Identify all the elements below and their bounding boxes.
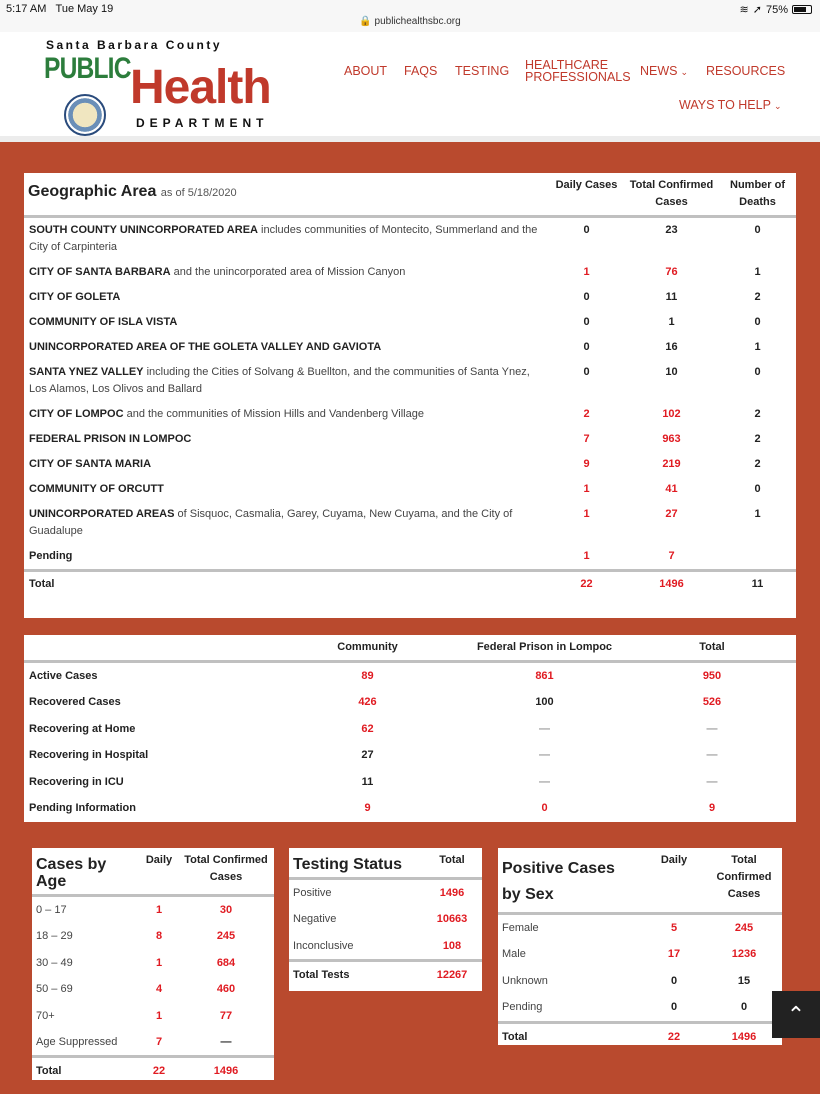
sex-title: Positive Cases by Sex: [502, 860, 615, 903]
value-cell: 9: [583, 458, 590, 470]
value-cell: 1: [754, 266, 761, 278]
value-cell: 22: [549, 571, 624, 598]
value-cell: 1: [583, 508, 590, 520]
col-total: Total: [439, 854, 465, 866]
area-name-cell: [24, 360, 549, 402]
col-total-confirmed: Total Confirmed Cases: [716, 854, 772, 900]
value-cell: 1: [155, 1009, 163, 1022]
value-cell: 0: [754, 224, 761, 236]
table-row: [24, 285, 796, 310]
area-name-cell: [24, 402, 549, 427]
row-label: 18 – 29: [36, 930, 73, 943]
value-cell: 1496: [178, 1057, 274, 1085]
area-description: including the Cities of Solvang & Buellton, and the communities of Santa Ynez, Los Alamos, Los Olivos and Ballard: [29, 366, 530, 395]
geographic-area-card: [24, 173, 796, 618]
col-total-confirmed: Total Confirmed Cases: [184, 854, 268, 883]
nav-news[interactable]: NEWS ⌄: [640, 64, 689, 78]
value-cell: 7: [155, 1036, 163, 1049]
value-cell: 17: [667, 948, 681, 961]
value-cell: [719, 544, 796, 571]
case-outcomes-table: [24, 635, 796, 821]
battery-indicator: ≋ ➚ 75%: [740, 3, 812, 16]
col-deaths: Number of Deaths: [730, 179, 785, 208]
area-name-cell: [24, 427, 549, 452]
nav-ways-to-help[interactable]: WAYS TO HELP ⌄: [679, 98, 782, 112]
row-label: 0 – 17: [36, 904, 67, 916]
value-cell: 2: [754, 408, 761, 420]
value-cell: 460: [216, 983, 236, 996]
total-row: [32, 1057, 274, 1085]
value-cell: 16: [665, 341, 678, 353]
value-cell: 11: [719, 571, 796, 598]
value-cell: 30: [219, 904, 233, 916]
area-name: UNINCORPORATED AREAS: [29, 508, 175, 520]
table-row: [24, 310, 796, 335]
col-total-confirmed: Total Confirmed Cases: [629, 179, 714, 208]
area-name-cell: [24, 310, 549, 335]
table-row: [32, 1003, 274, 1029]
value-cell: 76: [665, 266, 678, 278]
table-row: [498, 914, 782, 942]
table-row: [24, 742, 796, 768]
nav-about[interactable]: ABOUT: [344, 64, 388, 78]
value-cell: 7: [583, 433, 590, 445]
table-row: [24, 402, 796, 427]
value-cell: 1236: [731, 948, 757, 961]
value-cell: 219: [662, 458, 681, 470]
nav-faqs[interactable]: FAQS: [404, 64, 438, 78]
total-row: [498, 1022, 782, 1050]
value-cell: 0: [754, 366, 761, 378]
value-cell: —: [706, 749, 718, 762]
cases-by-age-card: [32, 848, 274, 1080]
table-row: [32, 950, 274, 976]
value-cell: —: [706, 775, 718, 788]
value-cell: 12267: [422, 961, 482, 989]
col-daily-cases: Daily Cases: [555, 179, 618, 191]
area-description: and the unincorporated area of Mission Canyon: [173, 266, 406, 278]
value-cell: —: [539, 722, 550, 735]
row-label: Total: [24, 571, 549, 598]
row-label: Negative: [293, 913, 337, 926]
table-row: [32, 976, 274, 1002]
table-row: [24, 689, 796, 715]
location-icon: ➚: [752, 4, 762, 16]
value-cell: 1: [754, 508, 761, 520]
value-cell: 62: [361, 722, 374, 735]
value-cell: 2: [754, 291, 761, 303]
value-cell: 10663: [436, 913, 468, 926]
value-cell: —: [539, 775, 550, 788]
area-name: SANTA YNEZ VALLEY: [29, 366, 144, 378]
value-cell: 9: [708, 802, 716, 815]
value-cell: 15: [737, 974, 751, 987]
value-cell: 11: [361, 775, 374, 788]
status-bar: [0, 0, 820, 32]
area-name: UNINCORPORATED AREA OF THE GOLETA VALLEY AND GAVIOTA: [29, 341, 382, 353]
value-cell: 2: [583, 408, 590, 420]
row-label: Pending Information: [29, 802, 136, 815]
value-cell: 950: [702, 670, 722, 682]
value-cell: 102: [662, 408, 681, 420]
table-row: [498, 994, 782, 1022]
geographic-area-table: [24, 173, 796, 597]
value-cell: 245: [734, 922, 754, 934]
value-cell: 0: [670, 1001, 678, 1014]
row-label: Female: [502, 922, 539, 934]
logo-health: Health: [130, 61, 271, 114]
table-row: [24, 427, 796, 452]
value-cell: 0: [583, 366, 590, 378]
value-cell: 1: [668, 316, 675, 328]
area-name-cell: [24, 335, 549, 360]
site-header: [0, 32, 820, 142]
total-row: [24, 571, 796, 598]
value-cell: 9: [364, 802, 371, 815]
value-cell: 245: [216, 930, 236, 943]
value-cell: —: [706, 722, 718, 735]
row-label: Male: [502, 948, 526, 961]
table-row: [24, 452, 796, 477]
table-row: [498, 968, 782, 994]
value-cell: 0: [754, 316, 761, 328]
value-cell: 7: [668, 550, 675, 562]
value-cell: 1: [754, 341, 761, 353]
value-cell: 426: [358, 696, 377, 709]
value-cell: 1: [583, 483, 590, 495]
area-name-cell: [24, 544, 549, 571]
table-row: [289, 879, 482, 907]
area-name-cell: [24, 452, 549, 477]
table-row: [32, 923, 274, 949]
row-label: Total Tests: [289, 961, 422, 989]
value-cell: 77: [219, 1009, 233, 1022]
testing-title: Testing Status: [293, 856, 403, 873]
value-cell: 22: [140, 1057, 178, 1085]
site-logo[interactable]: [44, 38, 306, 136]
row-label: Positive: [293, 887, 332, 899]
nav-testing[interactable]: TESTING: [455, 64, 510, 78]
row-label: Inconclusive: [293, 939, 354, 952]
geo-title: Geographic Area as of 5/18/2020: [28, 183, 237, 200]
value-cell: 526: [702, 696, 722, 709]
col-blank: [24, 635, 274, 662]
table-row: [289, 933, 482, 961]
wifi-icon: ≋: [739, 4, 749, 16]
col-daily: Daily: [145, 854, 173, 866]
col-total: Total: [699, 641, 725, 653]
total-row: [289, 961, 482, 989]
table-row: [498, 941, 782, 967]
table-row: [24, 217, 796, 261]
cases-by-sex-card: [498, 848, 782, 1045]
value-cell: 4: [155, 983, 163, 996]
col-federal-prison: Federal Prison in Lompoc: [476, 641, 613, 653]
row-label: 30 – 49: [36, 956, 73, 969]
row-label: Pending: [502, 1001, 543, 1014]
testing-status-table: [289, 848, 482, 989]
value-cell: 1: [155, 904, 163, 916]
nav-healthcare-professionals[interactable]: HEALTHCARE PROFESSIONALS: [525, 58, 631, 84]
value-cell: 1: [155, 956, 163, 969]
value-cell: 1496: [439, 887, 465, 899]
row-label: Recovering in Hospital: [29, 749, 149, 762]
row-label: Recovered Cases: [29, 696, 121, 709]
value-cell: 0: [583, 291, 590, 303]
scroll-to-top-button[interactable]: [772, 991, 820, 1038]
row-label: Recovering at Home: [29, 722, 136, 735]
area-name: COMMUNITY OF ORCUTT: [29, 483, 164, 495]
table-row: [24, 335, 796, 360]
area-name-cell: [24, 285, 549, 310]
area-name-cell: [24, 477, 549, 502]
address-bar[interactable]: 🔒 publichealthsbc.org: [359, 16, 461, 27]
value-cell: 5: [670, 922, 678, 934]
table-row: [24, 502, 796, 544]
value-cell: 0: [583, 316, 590, 328]
area-name-cell: [24, 502, 549, 544]
chevron-up-icon: ⌃: [786, 1002, 806, 1027]
row-label: Total: [498, 1022, 642, 1050]
row-label: Recovering in ICU: [29, 775, 124, 788]
nav-resources[interactable]: RESOURCES: [706, 64, 786, 78]
case-outcomes-card: [24, 635, 796, 822]
value-cell: 684: [216, 956, 236, 969]
row-label: Total: [32, 1057, 140, 1085]
testing-status-card: [289, 848, 482, 991]
col-daily: Daily: [660, 854, 688, 866]
cases-by-age-table: [32, 848, 274, 1085]
table-row: [24, 795, 796, 821]
value-cell: 22: [642, 1022, 706, 1050]
area-name: CITY OF SANTA MARIA: [29, 458, 152, 470]
value-cell: 27: [361, 749, 374, 762]
value-cell: 41: [665, 483, 678, 495]
value-cell: 861: [535, 670, 554, 682]
value-cell: 0: [541, 802, 548, 815]
value-cell: 100: [535, 696, 554, 709]
area-description: includes communities of Montecito, Summerland and the City of Carpinteria: [29, 224, 538, 253]
chevron-down-icon: ⌄: [680, 67, 689, 77]
row-label: Active Cases: [29, 670, 98, 682]
status-time: 5:17 AM Tue May 19: [6, 3, 114, 15]
value-cell: —: [539, 749, 550, 762]
table-row: [32, 1029, 274, 1057]
value-cell: 8: [155, 930, 163, 943]
value-cell: 2: [754, 433, 761, 445]
value-cell: 108: [442, 939, 462, 952]
value-cell: 89: [361, 670, 374, 682]
value-cell: —: [220, 1036, 232, 1049]
table-row: [24, 769, 796, 795]
logo-public: PUBLIC: [44, 52, 131, 85]
value-cell: 11: [665, 291, 678, 303]
row-label: Age Suppressed: [36, 1036, 118, 1049]
age-title: Cases by Age: [36, 856, 107, 890]
value-cell: 0: [583, 224, 590, 236]
table-row: [24, 716, 796, 742]
area-description: of Sisquoc, Casmalia, Garey, Cuyama, New Cuyama, and the City of Guadalupe: [29, 508, 513, 537]
col-community: Community: [337, 641, 398, 653]
table-row: [24, 360, 796, 402]
area-name: CITY OF GOLETA: [29, 291, 121, 303]
county-seal-icon: [64, 94, 106, 136]
value-cell: 1: [583, 266, 590, 278]
value-cell: 23: [665, 224, 678, 236]
row-label: 70+: [36, 1009, 55, 1022]
logo-department: DEPARTMENT: [136, 116, 269, 130]
value-cell: 0: [583, 341, 590, 353]
value-cell: 1496: [706, 1022, 782, 1050]
value-cell: 0: [670, 974, 678, 987]
area-name-cell: [24, 217, 549, 261]
row-label: 50 – 69: [36, 983, 73, 996]
table-row: [24, 477, 796, 502]
area-name: FEDERAL PRISON IN LOMPOC: [29, 433, 192, 445]
value-cell: 1: [583, 550, 590, 562]
table-row: [24, 544, 796, 571]
cases-by-sex-table: [498, 848, 782, 1050]
area-description: and the communities of Mission Hills and Vandenberg Village: [126, 408, 424, 420]
chevron-down-icon: ⌄: [773, 101, 782, 111]
row-label: Unknown: [502, 974, 548, 987]
value-cell: 27: [665, 508, 678, 520]
logo-county: Santa Barbara County: [46, 38, 223, 52]
area-name: COMMUNITY OF ISLA VISTA: [29, 316, 178, 328]
area-name: CITY OF SANTA BARBARA: [29, 266, 171, 278]
table-row: [289, 906, 482, 932]
table-row: [24, 662, 796, 690]
area-name: Pending: [29, 550, 73, 562]
battery-icon: [792, 5, 812, 14]
value-cell: 2: [754, 458, 761, 470]
table-row: [24, 260, 796, 285]
area-name: CITY OF LOMPOC: [29, 408, 124, 420]
value-cell: 0: [740, 1001, 748, 1014]
value-cell: 0: [754, 483, 761, 495]
area-name-cell: [24, 260, 549, 285]
value-cell: 10: [665, 366, 678, 378]
area-name: SOUTH COUNTY UNINCORPORATED AREA: [29, 224, 258, 236]
value-cell: 1496: [624, 571, 719, 598]
table-row: [32, 896, 274, 924]
value-cell: 963: [662, 433, 681, 445]
lock-icon: 🔒: [359, 16, 372, 27]
